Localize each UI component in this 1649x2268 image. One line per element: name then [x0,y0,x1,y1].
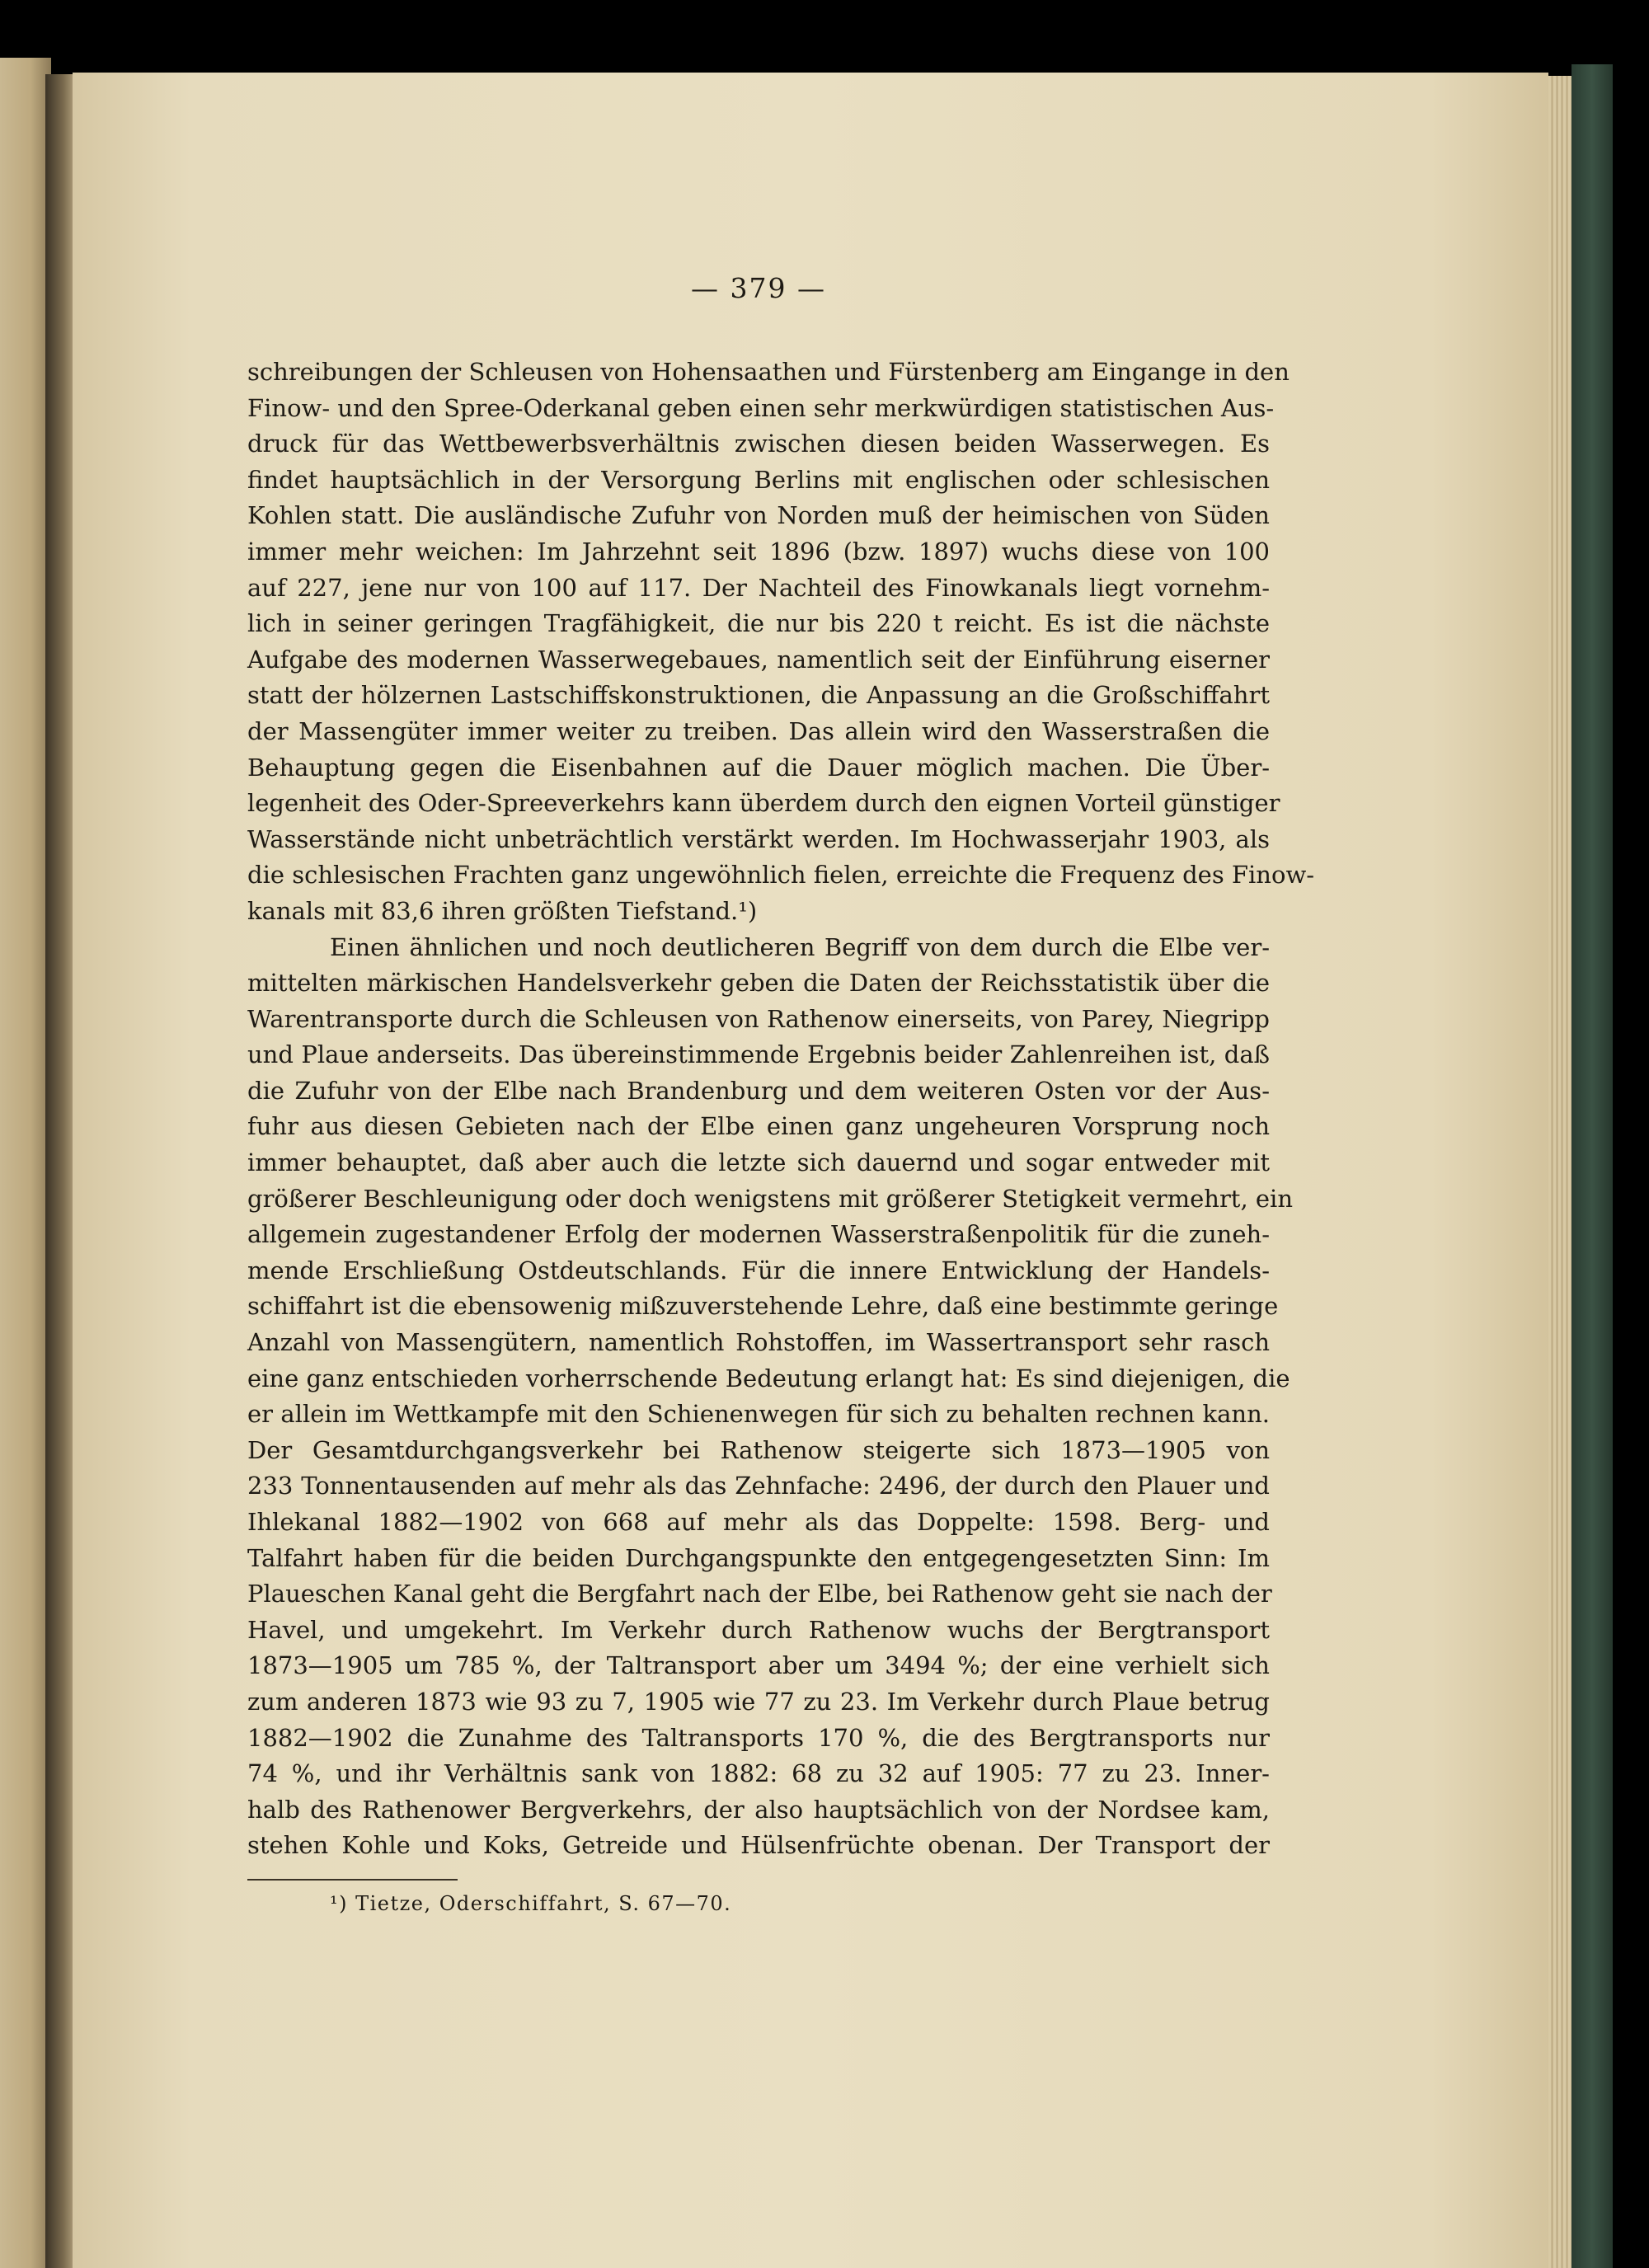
footnote-divider [247,1879,458,1881]
text-line: 74 %, und ihr Verhältnis sank von 1882: 68 zu 32 auf 1905: 77 zu 23. Inner- [247,1759,1270,1788]
text-line: und Plaue anderseits. Das übereinstimmende Ergebnis beider Zahlenreihen ist, daß [247,1040,1270,1069]
text-line: legenheit des Oder-Spreeverkehrs kann überdem durch den eignen Vorteil günstiger [247,789,1280,818]
text-line: die Zufuhr von der Elbe nach Brandenburg und dem weiteren Osten vor der Aus- [247,1076,1270,1105]
text-line: stehen Kohle und Koks, Getreide und Hülsenfrüchte obenan. Der Transport der [247,1831,1270,1860]
text-line: Finow- und den Spree-Oderkanal geben einen sehr merkwürdigen statistischen Aus- [247,393,1275,422]
text-line: Wasserstände nicht unbeträchtlich verstärkt werden. Im Hochwasserjahr 1903, als [247,824,1270,853]
text-line: Havel, und umgekehrt. Im Verkehr durch Rathenow wuchs der Bergtransport [247,1615,1270,1644]
text-line: statt der hölzernen Lastschiffskonstruktionen, die Anpassung an die Großschiffahrt [247,681,1270,710]
text-line: Plaueschen Kanal geht die Bergfahrt nach der Elbe, bei Rathenow geht sie nach der [247,1580,1272,1608]
text-line: mende Erschließung Ostdeutschlands. Für die innere Entwicklung der Handels- [247,1256,1270,1284]
text-line: zum anderen 1873 wie 93 zu 7, 1905 wie 77 zu 23. Im Verkehr durch Plaue betrug [247,1687,1270,1716]
text-line: 233 Tonnentausenden auf mehr als das Zehnfache: 2496, der durch den Plauer und [247,1472,1270,1500]
text-line: Ihlekanal 1882—1902 von 668 auf mehr als das Doppelte: 1598. Berg- und [247,1508,1270,1536]
text-line: Talfahrt haben für die beiden Durchgangspunkte den entgegengesetzten Sinn: Im [247,1543,1270,1572]
text-line: auf 227, jene nur von 100 auf 117. Der Nachteil des Finowkanals liegt vornehm- [247,573,1270,602]
page-text-block [247,272,1315,1915]
text-line: 1873—1905 um 785 %, der Taltransport aber um 3494 %; der eine verhielt sich [247,1651,1270,1680]
text-line: halb des Rathenower Bergverkehrs, der also hauptsächlich von der Nordsee kam, [247,1795,1270,1824]
text-line: Aufgabe des modernen Wasserwegebaues, namentlich seit der Einführung eiserner [247,645,1270,674]
text-line: der Massengüter immer weiter zu treiben. Das allein wird den Wasserstraßen die [247,716,1270,745]
text-line: Der Gesamtdurchgangsverkehr bei Rathenow steigerte sich 1873—1905 von [247,1435,1270,1464]
text-line: allgemein zugestandener Erfolg der modernen Wasserstraßenpolitik für die zuneh- [247,1220,1270,1249]
text-line: fuhr aus diesen Gebieten nach der Elbe einen ganz ungeheuren Vorsprung noch [247,1112,1270,1141]
text-line: immer behauptet, daß aber auch die letzte sich dauernd und sogar entweder mit [247,1148,1270,1177]
text-line: eine ganz entschieden vorherrschende Bedeutung erlangt hat: Es sind diejenigen, die [247,1364,1290,1392]
page-number: — 379 — [691,272,826,304]
page-stack-edges [1548,76,1571,2268]
text-line: schreibungen der Schleusen von Hohensaathen und Fürstenberg am Eingange in den [247,358,1290,386]
text-line: Anzahl von Massengütern, namentlich Rohstoffen, im Wassertransport sehr rasch [247,1328,1270,1357]
book-cover-edge [1571,64,1613,2268]
text-line: schiffahrt ist die ebensowenig mißzuverstehende Lehre, daß eine bestimmte geringe [247,1292,1279,1321]
left-page-edge [0,58,51,2268]
text-line: Kohlen statt. Die ausländische Zufuhr von Norden muß der heimischen von Süden [247,501,1270,530]
text-line: kanals mit 83,6 ihren größten Tiefstand.¹) [247,896,758,925]
text-line: findet hauptsächlich in der Versorgung Berlins mit englischen oder schlesischen [247,465,1270,494]
text-line: Behauptung gegen die Eisenbahnen auf die Dauer möglich machen. Die Über- [247,753,1270,782]
footnote: ¹) Tietze, Oderschiffahrt, S. 67—70. [330,1891,732,1915]
text-line: Einen ähnlichen und noch deutlicheren Begriff von dem durch die Elbe ver- [330,932,1270,961]
text-line: 1882—1902 die Zunahme des Taltransports 170 %, die des Bergtransports nur [247,1723,1270,1752]
text-line: mittelten märkischen Handelsverkehr geben die Daten der Reichsstatistik über die [247,969,1270,998]
text-line: immer mehr weichen: Im Jahrzehnt seit 1896 (bzw. 1897) wuchs diese von 100 [247,537,1270,566]
text-line: lich in seiner geringen Tragfähigkeit, die nur bis 220 t reicht. Es ist die nächste [247,609,1270,638]
text-line: Warentransporte durch die Schleusen von Rathenow einerseits, von Parey, Niegripp [247,1004,1270,1033]
text-line: die schlesischen Frachten ganz ungewöhnlich fielen, erreichte die Frequenz des Finow- [247,861,1315,890]
text-line: druck für das Wettbewerbsverhältnis zwischen diesen beiden Wasserwegen. Es [247,430,1270,458]
text-line: er allein im Wettkampfe mit den Schienenwegen für sich zu behalten rechnen kann. [247,1400,1270,1429]
text-line: größerer Beschleunigung oder doch wenigstens mit größerer Stetigkeit vermehrt, ein [247,1184,1294,1213]
